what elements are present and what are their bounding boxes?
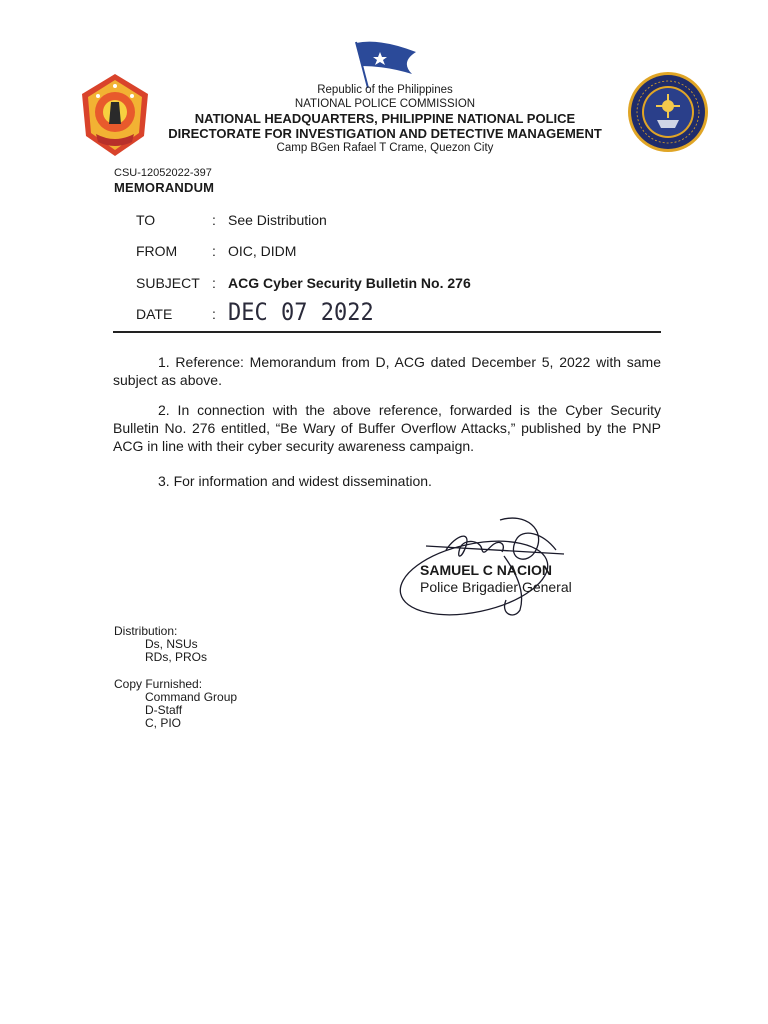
signatory-title: Police Brigadier General: [420, 579, 572, 595]
date-colon: :: [212, 306, 216, 322]
paragraph-2-text: 2. In connection with the above reference, forwarded is the Cyber Security Bulletin No. 276 entitled, “Be Wary of Buffer Overflow Attacks,” published by the PNP ACG in line with their cyber security awareness campaign.: [113, 402, 661, 454]
paragraph-3-text: 3. For information and widest dissemination.: [158, 473, 432, 489]
distribution-item: Ds, NSUs: [145, 637, 198, 651]
reference-number: CSU-12052022-397: [114, 167, 212, 179]
distribution-item: RDs, PROs: [145, 650, 208, 664]
to-colon: :: [212, 212, 216, 228]
paragraph-2: [113, 401, 661, 455]
header-address: Camp BGen Rafael T Crame, Quezon City: [276, 142, 494, 154]
pnp-seal-icon: [78, 72, 152, 158]
subject-label: SUBJECT: [136, 275, 200, 291]
paragraph-1: [113, 353, 661, 389]
letterhead: [150, 83, 620, 155]
distribution-label: Distribution:: [114, 624, 178, 638]
copy-furnished-item: Command Group: [145, 690, 238, 704]
from-value: OIC, DIDM: [228, 243, 297, 259]
signatory-name: SAMUEL C NACION: [420, 562, 552, 578]
header-hq: NATIONAL HEADQUARTERS, PHILIPPINE NATIONAL POLICE: [194, 111, 576, 126]
subject-value: ACG Cyber Security Bulletin No. 276: [228, 275, 471, 291]
date-stamp: DEC 07 2022: [228, 299, 374, 327]
from-colon: :: [212, 243, 216, 259]
header-directorate: DIRECTORATE FOR INVESTIGATION AND DETECTIVE MANAGEMENT: [168, 126, 602, 141]
subject-colon: :: [212, 275, 216, 291]
memo-type: MEMORANDUM: [114, 180, 215, 195]
copy-furnished-item: C, PIO: [145, 716, 182, 730]
copy-furnished-label: Copy Furnished:: [114, 677, 203, 691]
header-divider: [113, 331, 661, 333]
to-value: See Distribution: [228, 212, 327, 228]
header-commission: NATIONAL POLICE COMMISSION: [294, 98, 476, 110]
paragraph-1-text: 1. Reference: Memorandum from D, ACG dated December 5, 2022 with same subject as above.: [113, 354, 661, 388]
from-label: FROM: [136, 243, 178, 259]
to-label: TO: [136, 212, 156, 228]
copy-furnished-item: D-Staff: [145, 703, 183, 717]
didm-seal-icon: [623, 70, 713, 154]
header-republic: Republic of the Philippines: [317, 84, 453, 96]
paragraph-3: [113, 472, 661, 490]
date-label: DATE: [136, 306, 173, 322]
